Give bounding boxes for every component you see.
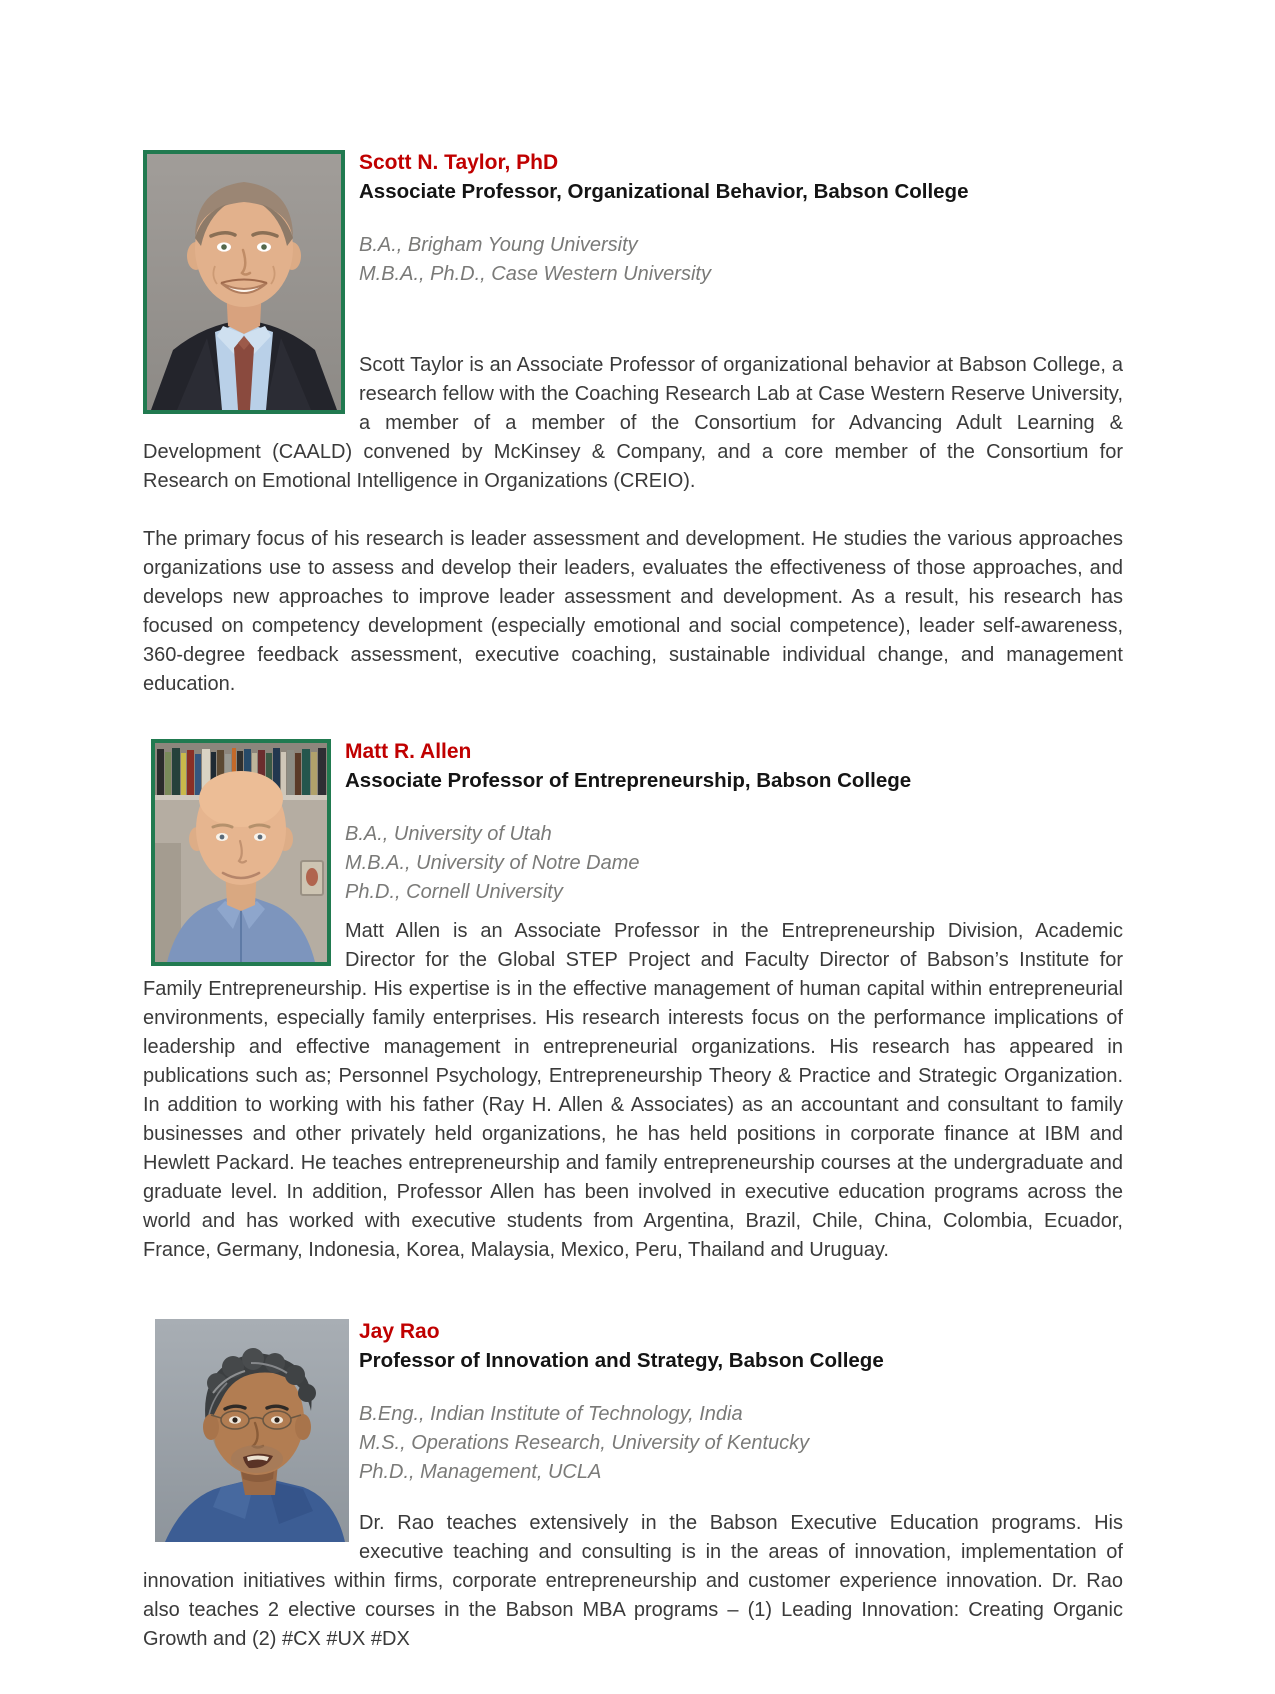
profile-section-scott-taylor	[143, 148, 1123, 699]
profile-title: Associate Professor, Organizational Behavior, Babson College	[359, 180, 969, 203]
bio-paragraph: Scott Taylor is an Associate Professor of organizational behavior at Babson College, a research fellow with the Coaching Research Lab at Case Western Reserve University, a member of a member of the Consortium for Advancing Adult Learning & Development (CAALD) convened by McKinsey & Company, and a core member of the Consortium for Research on Emotional Intelligence in Organizations (CREIO).	[143, 354, 1123, 492]
jay-rao-portrait-image	[155, 1319, 349, 1542]
bio-paragraph: Dr. Rao teaches extensively in the Babson Executive Education programs. His executive teaching and consulting is in the areas of innovation, implementation of innovation initiatives within firms, corporate entrepreneurship and customer experience innovation. Dr. Rao also teaches 2 elective courses in the Babson MBA programs – (1) Leading Innovation: Creating Organic Growth and (2) #CX #UX #DX	[143, 1512, 1123, 1650]
profile-title: Professor of Innovation and Strategy, Babson College	[359, 1349, 884, 1372]
bio-paragraph: The primary focus of his research is leader assessment and development. He studies the various approaches organizations use to assess and develop their leaders, evaluates the effectiveness of those approaches, and develops new approaches to improve leader assessment and development. As a result, his research has focused on competency development (especially emotional and social competence), leader self-awareness, 360-degree feedback assessment, executive coaching, sustainable individual change, and management education.	[143, 528, 1123, 695]
profile-name: Jay Rao	[359, 1320, 440, 1343]
matt-allen-portrait-image	[155, 743, 327, 962]
education-line: B.A., University of Utah	[345, 823, 552, 845]
education-line: M.S., Operations Research, University of Kentucky	[359, 1432, 810, 1454]
education-line: M.B.A., Ph.D., Case Western University	[359, 263, 711, 285]
bio-paragraph: Matt Allen is an Associate Professor in the Entrepreneurship Division, Academic Director for the Global STEP Project and Faculty Director of Babson’s Institute for Family Entrepreneurship. His expertise is in the effective management of human capital within entrepreneurial environments, especially family enterprises. His research interests focus on the performance implications of leadership and effective management in entrepreneurial organizations. His research has appeared in publications such as; Personnel Psychology, Entrepreneurship Theory & Practice and Strategic Organization. In addition to working with his father (Ray H. Allen & Associates) as an accountant and consultant to family businesses and other privately held organizations, he has held positions in corporate finance at IBM and Hewlett Packard. He teaches entrepreneurship and family entrepreneurship courses at the undergraduate and graduate level. In addition, Professor Allen has been involved in executive education programs across the world and has worked with executive students from Argentina, Brazil, Chile, China, Colombia, Ecuador, France, Germany, Indonesia, Korea, Malaysia, Mexico, Peru, Thailand and Uruguay.	[143, 920, 1123, 1261]
education-line: B.Eng., Indian Institute of Technology, India	[359, 1403, 743, 1425]
profile-name: Scott N. Taylor, PhD	[359, 151, 559, 174]
education-line: Ph.D., Management, UCLA	[359, 1461, 602, 1483]
scott-taylor-photo	[143, 150, 345, 414]
profile-section-matt-allen	[143, 737, 1123, 1265]
scott-taylor-portrait-image	[147, 154, 341, 410]
education-line: B.A., Brigham Young University	[359, 234, 638, 256]
education-line: M.B.A., University of Notre Dame	[345, 852, 640, 874]
jay-rao-photo	[155, 1319, 349, 1542]
profile-title: Associate Professor of Entrepreneurship, Babson College	[345, 769, 912, 792]
profile-name: Matt R. Allen	[345, 740, 472, 763]
profile-section-jay-rao	[143, 1317, 1123, 1654]
matt-allen-photo	[151, 739, 331, 966]
education-line: Ph.D., Cornell University	[345, 881, 563, 903]
